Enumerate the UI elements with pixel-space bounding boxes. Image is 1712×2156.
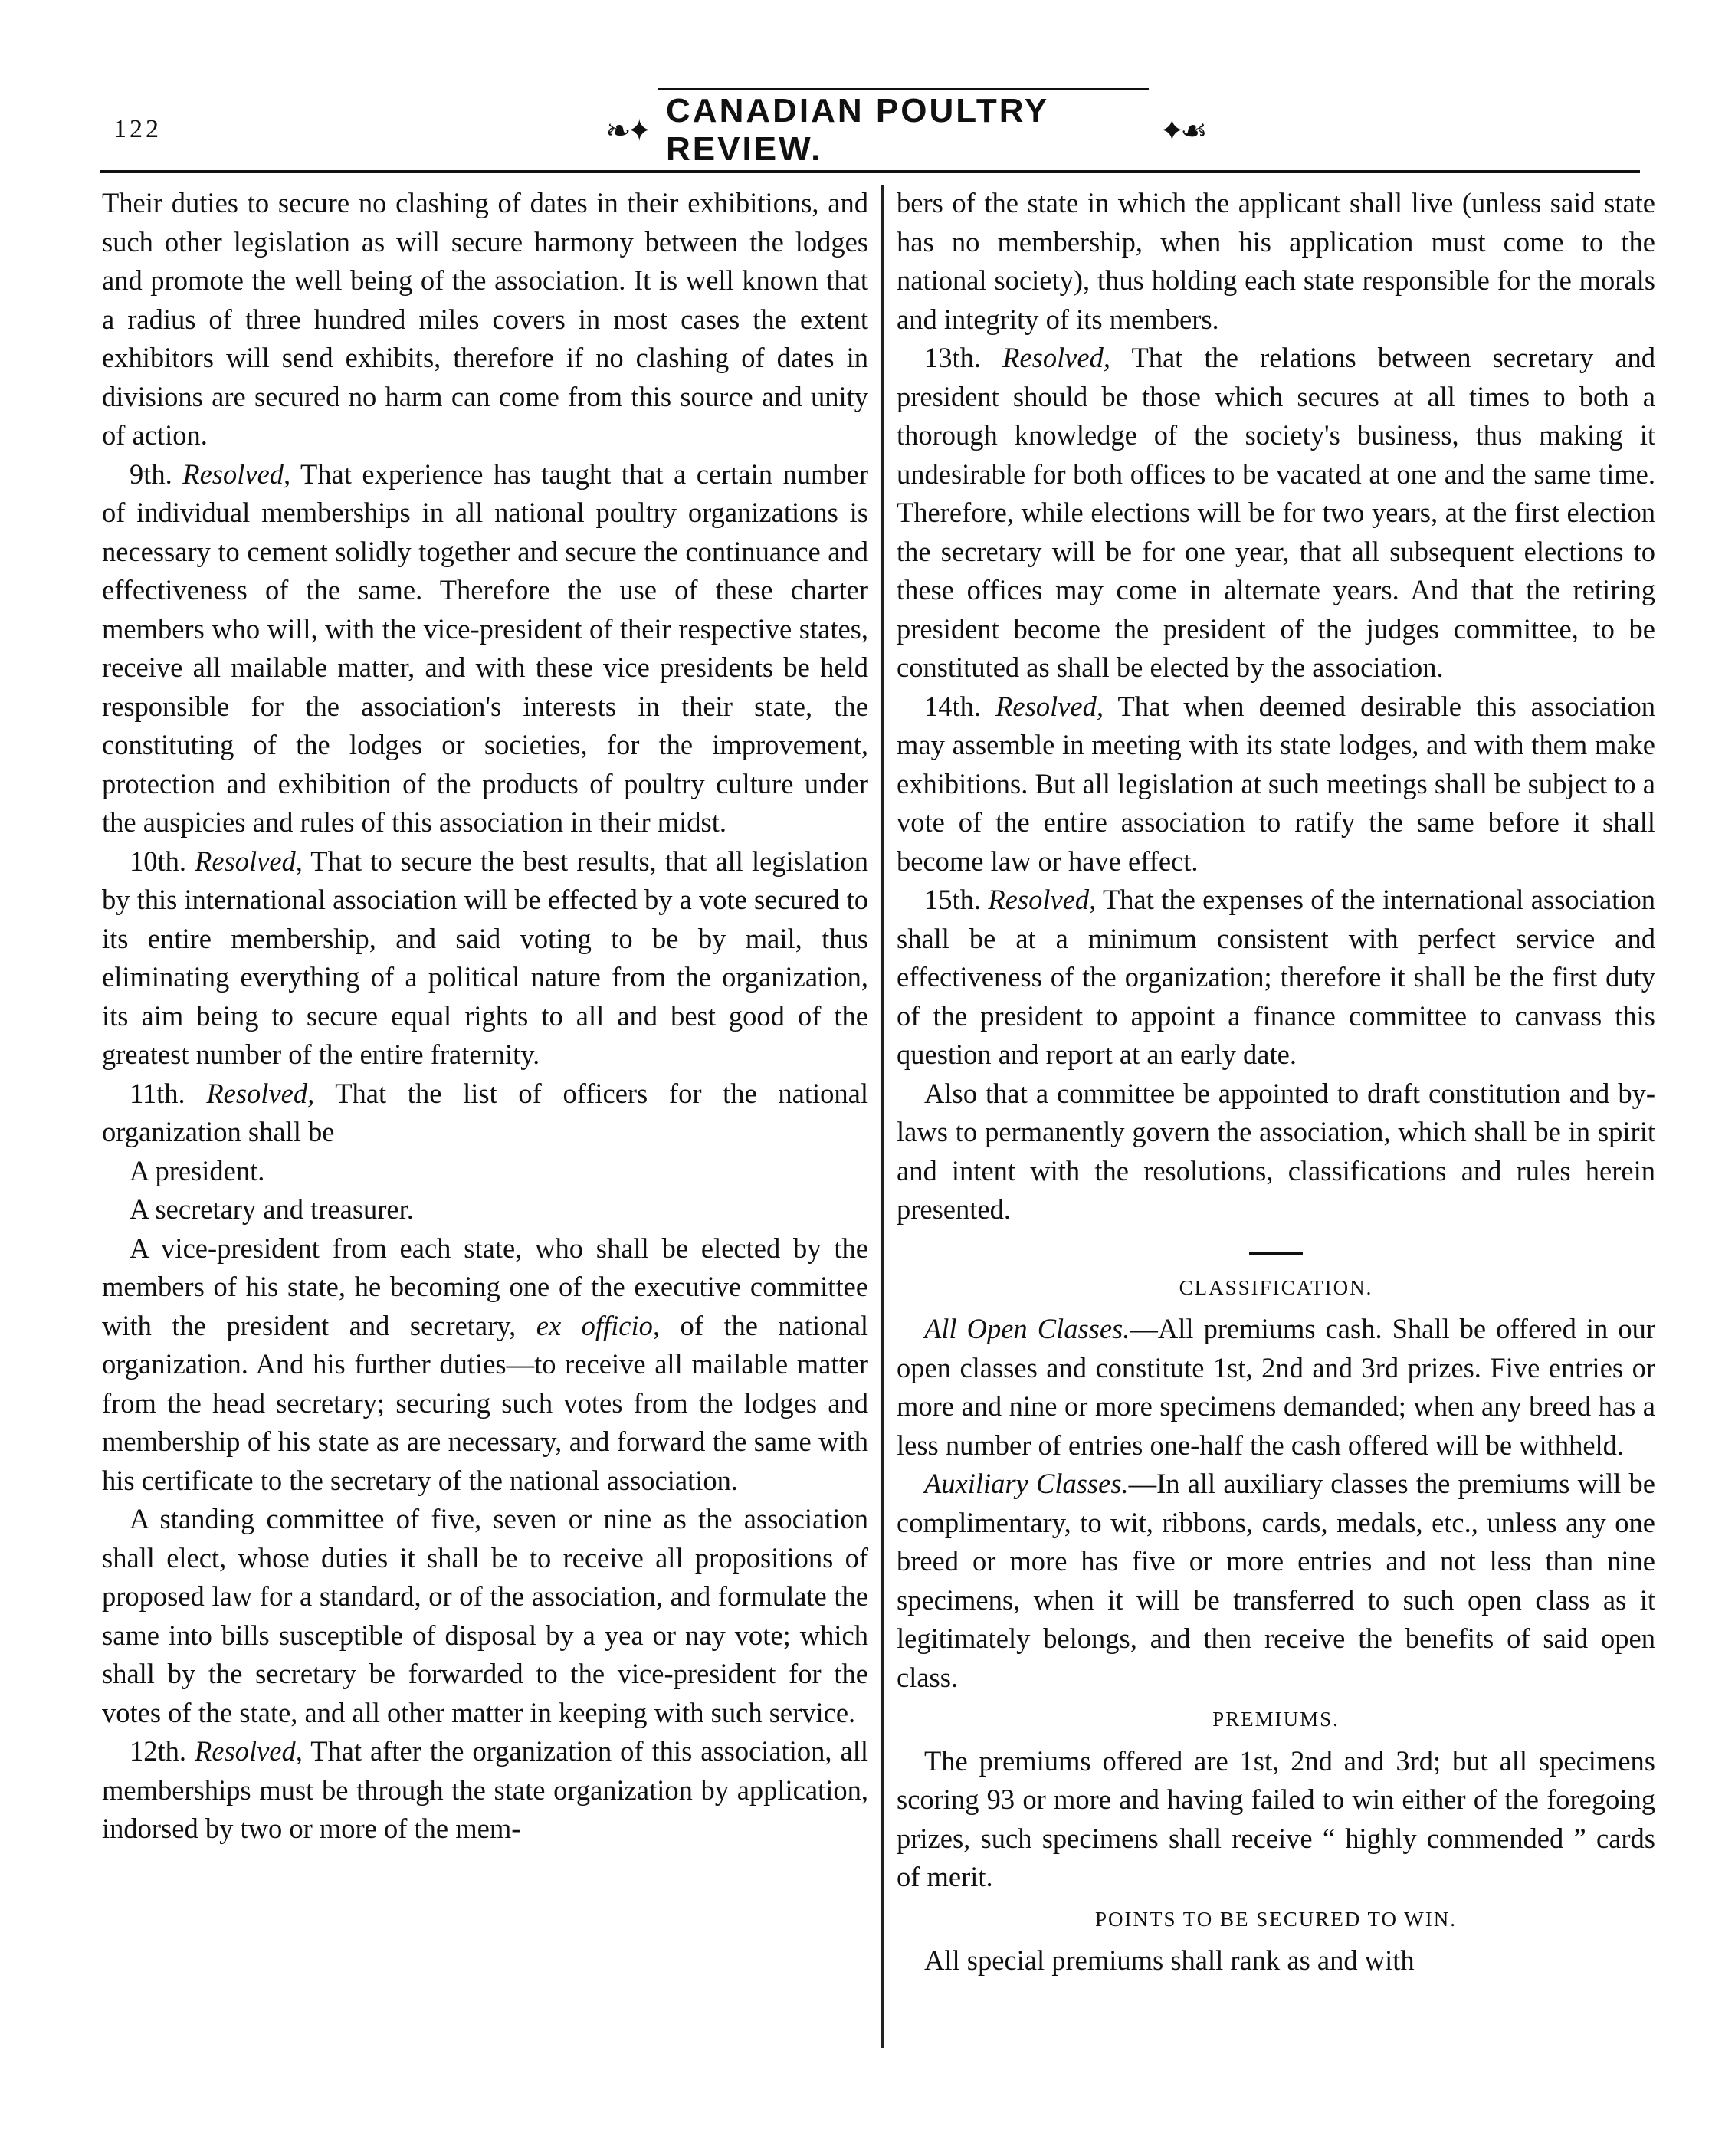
resolution-number: 15th. bbox=[924, 884, 982, 915]
page-number: 122 bbox=[113, 115, 162, 143]
vice-text-b: of the national organization. And his further duties—to receive all mailable matter from the head secretary; securing such votes from the lodges and membership of his state as are necessary, and forward the same with his certificate to the secretary of the national association. bbox=[102, 1309, 869, 1496]
paragraph-vice-president bbox=[102, 1229, 868, 1501]
resolution-12 bbox=[102, 1732, 868, 1849]
resolved-label: Resolved, bbox=[206, 1077, 315, 1109]
column-divider bbox=[881, 185, 884, 2048]
resolution-text: That the list of officers for the national organization shall be bbox=[102, 1077, 869, 1147]
auxiliary-classes-label: Auxiliary Classes. bbox=[924, 1468, 1129, 1499]
resolution-text: That the expenses of the international association shall be at a minimum consistent with perfect service and effectiveness of the organization; therefore it shall be the first duty of the president to appoint a finance committee to canvass this question and report at an early date. bbox=[897, 884, 1655, 1070]
heading-points: POINTS TO BE SECURED TO WIN. bbox=[1094, 1907, 1458, 1931]
resolution-text: That when deemed desirable this association may assemble in meeting with its state lodges, and with them make exhibitions. But all legislation at such meetings shall be subject to a vote of the entire association to ratify the same before it shall become law or have effect. bbox=[897, 690, 1655, 877]
ex-officio: ex officio, bbox=[536, 1309, 661, 1341]
resolution-text: That experience has taught that a certain number of individual memberships in all national poultry organizations is necessary to cement solidly together and secure the continuance and effectiveness of the same. Therefore the use of these charter members who will, with the vice-president of their respective states, receive all mailable matter, and with these vice presidents be held responsible for the association's interests in their state, the constituting of the lodges or societies, for the improvement, protection and exhibition of the products of poultry culture under the auspicies and rules of this association in their midst. bbox=[102, 458, 869, 838]
section-rule bbox=[1249, 1252, 1303, 1255]
resolved-label: Resolved, bbox=[988, 884, 1097, 915]
resolution-11 bbox=[102, 1075, 868, 1152]
paragraph-open-classes bbox=[897, 1310, 1655, 1465]
paragraph-also: Also that a committee be appointed to draft constitution and by-laws to permanently govern the association, which shall be in spirit and intent with the resolutions, classifications and rules herein presented. bbox=[897, 1077, 1655, 1225]
resolution-number: 13th. bbox=[924, 342, 982, 373]
paragraph-duties: Their duties to secure no clashing of dates in their exhibitions, and such other legislation as will secure harmony between the lodges and promote the well being of the association. It is well known that a radius of three hundred miles covers in most cases the extent exhibitors will send exhibits, therefore if no clashing of dates in divisions are secured no harm can come from this source and unity of action. bbox=[102, 187, 868, 451]
paragraph-auxiliary-classes bbox=[897, 1465, 1655, 1697]
resolution-number: 12th. bbox=[130, 1735, 187, 1767]
resolved-label: Resolved, bbox=[995, 690, 1104, 722]
resolution-10 bbox=[102, 842, 868, 1075]
resolution-text: That to secure the best results, that all legislation by this international association will be effected by a vote secured to its entire membership, and said voting to be by mail, thus eliminating everything of a political nature from the organization, its aim being to secure equal rights to all and best good of the greatest number of the entire fraternity. bbox=[102, 845, 869, 1070]
open-classes-label: All Open Classes. bbox=[924, 1313, 1130, 1344]
resolved-label: Resolved, bbox=[195, 845, 303, 877]
heading-premiums: PREMIUMS. bbox=[1212, 1708, 1340, 1731]
left-column bbox=[102, 184, 868, 1849]
resolved-label: Resolved, bbox=[182, 458, 291, 490]
resolution-text: That the relations between secretary and president should be those which secures at all times to both a thorough knowledge of the society's business, thus making it undesirable for both offices to be vacated at one and the same time. Therefore, while elections will be for two years, at the first election the secretary will be for one year, that all subsequent elections to these offices may come in alternate years. And that the retiring president become the president of the judges committee, to be constituted as shall be elected by the association. bbox=[897, 342, 1656, 683]
vice-text-a: A vice-president from each state, who shall be elected by the members of his state, he becoming one of the executive committee with the president and secretary, bbox=[102, 1232, 868, 1341]
resolution-number: 10th. bbox=[130, 845, 187, 877]
resolution-number: 11th. bbox=[130, 1077, 185, 1109]
officer-item-president: A president. bbox=[130, 1154, 265, 1186]
paragraph-continuation: bers of the state in which the applicant shall live (unless said state has no membership, when his application must come to the national society), thus holding each state responsible for the morals and integrity of its members. bbox=[897, 187, 1655, 335]
resolved-label: Resolved, bbox=[1002, 342, 1110, 373]
resolution-number: 14th. bbox=[924, 690, 982, 722]
header-rule bbox=[100, 170, 1640, 173]
masthead-ornament-right: ✦☙ bbox=[1159, 113, 1203, 148]
resolution-13 bbox=[897, 339, 1655, 687]
heading-classification: CLASSIFICATION. bbox=[1179, 1275, 1373, 1299]
auxiliary-classes-text: —In all auxiliary classes the premiums will be complimentary, to wit, ribbons, cards, medals, etc., unless any one breed or more has five or more entries and not less than nine specimens, when it will be transferred to such open class as it legitimately belongs, and then receive the benefits of said open class. bbox=[897, 1468, 1655, 1693]
resolution-text: That after the organization of this association, all memberships must be through the state organization by application, indorsed by two or more of the mem- bbox=[102, 1735, 868, 1844]
masthead bbox=[605, 92, 1203, 168]
resolution-15 bbox=[897, 881, 1655, 1075]
right-column bbox=[897, 184, 1655, 1980]
resolution-number: 9th. bbox=[130, 458, 172, 490]
paragraph-standing-committee: A standing committee of five, seven or nine as the association shall elect, whose duties it shall be to receive all propositions of proposed law for a standard, or of the association, and formulate the same into bills susceptible of disposal by a yea or nay vote; which shall by the secretary be forwarded to the vice-president for the votes of the state, and all other matter in keeping with such service. bbox=[102, 1503, 868, 1728]
resolution-9 bbox=[102, 455, 868, 842]
resolved-label: Resolved, bbox=[195, 1735, 303, 1767]
open-classes-text: —All premiums cash. Shall be offered in our open classes and constitute 1st, 2nd and 3rd prizes. Five entries or more and nine or more specimens demanded; when any breed has a less number of entries one-half the cash offered will be withheld. bbox=[897, 1313, 1655, 1461]
paragraph-points: All special premiums shall rank as and with bbox=[924, 1944, 1415, 1976]
masthead-title: CANADIAN POULTRY REVIEW. bbox=[658, 88, 1149, 172]
paragraph-premiums: The premiums offered are 1st, 2nd and 3rd; but all specimens scoring 93 or more and having failed to win either of the foregoing prizes, such specimens shall receive “ highly commended ” cards of merit. bbox=[897, 1744, 1655, 1892]
officer-item-secretary: A secretary and treasurer. bbox=[130, 1193, 414, 1225]
resolution-14 bbox=[897, 687, 1655, 881]
masthead-ornament-left: ❧✦ bbox=[605, 113, 648, 148]
